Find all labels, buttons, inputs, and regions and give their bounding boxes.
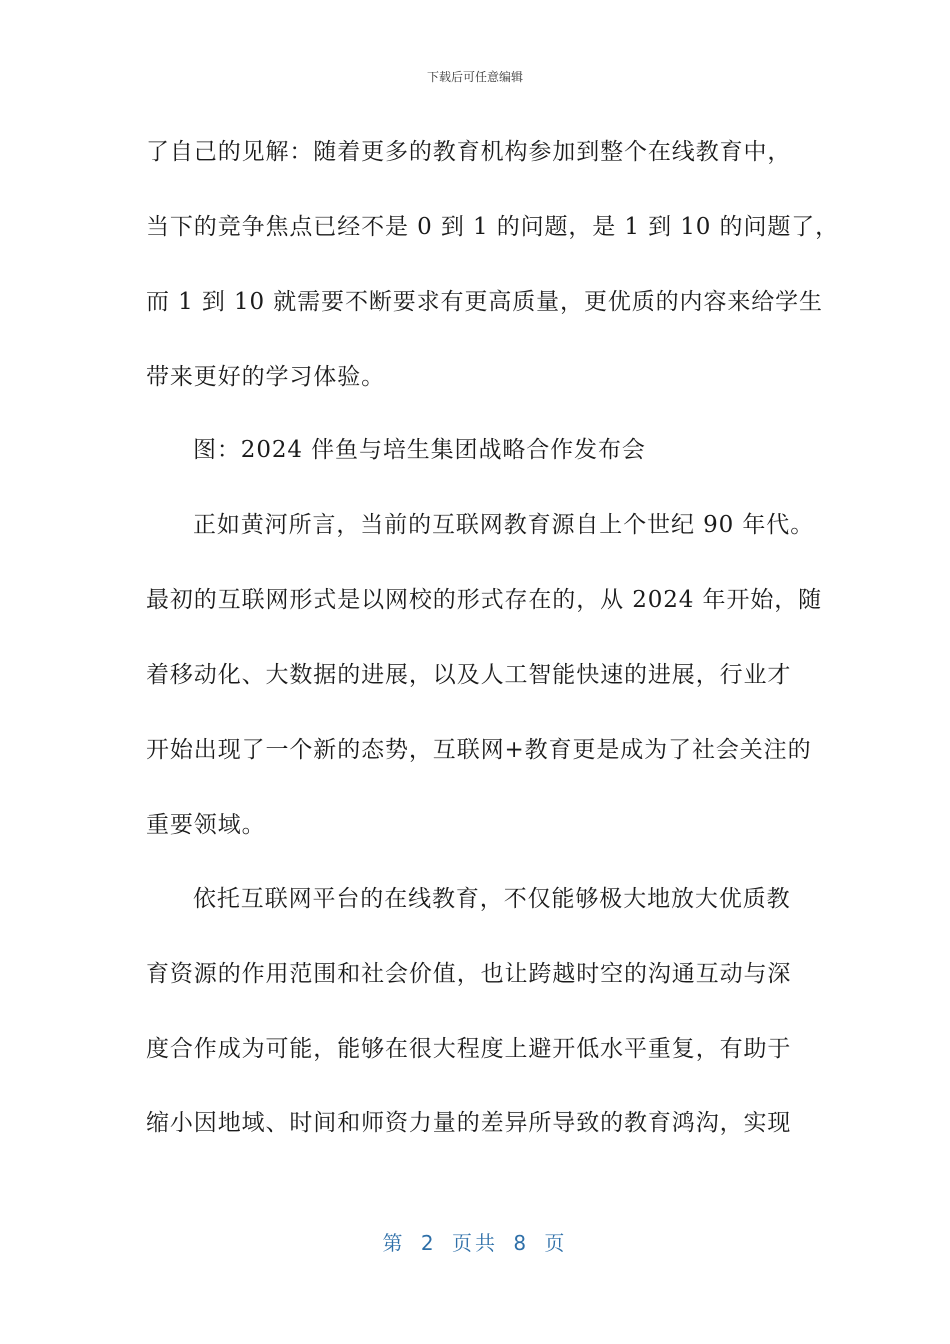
body-line: 着移动化、大数据的进展，以及人工智能快速的进展，行业才: [146, 662, 792, 688]
page-header: 下载后可任意编辑: [426, 70, 523, 84]
body-line: 缩小因地域、时间和师资力量的差异所导致的教育鸿沟，实现: [146, 1110, 792, 1136]
body-line: 而 1 到 10 就需要不断要求有更高质量，更优质的内容来给学生: [146, 289, 823, 315]
body-line: 重要领域。: [146, 812, 266, 838]
page-number-footer: 第 2 页共 8 页: [382, 1231, 568, 1255]
body-line: 当下的竞争焦点已经不是 0 到 1 的问题，是 1 到 10 的问题了，: [146, 214, 840, 240]
body-line: 依托互联网平台的在线教育，不仅能够极大地放大优质教: [193, 886, 791, 912]
body-line: 最初的互联网形式是以网校的形式存在的，从 2024 年开始，随: [146, 587, 823, 613]
body-line: 开始出现了一个新的态势，互联网+教育更是成为了社会关注的: [146, 737, 812, 763]
body-line: 了自己的见解：随着更多的教育机构参加到整个在线教育中，: [146, 139, 792, 165]
body-line: 带来更好的学习体验。: [146, 364, 385, 390]
body-line: 度合作成为可能，能够在很大程度上避开低水平重复，有助于: [146, 1036, 792, 1062]
body-line: 育资源的作用范围和社会价值，也让跨越时空的沟通互动与深: [146, 961, 792, 987]
figure-caption: 图：2024 伴鱼与培生集团战略合作发布会: [193, 437, 646, 463]
body-line: 正如黄河所言，当前的互联网教育源自上个世纪 90 年代。: [193, 512, 815, 538]
